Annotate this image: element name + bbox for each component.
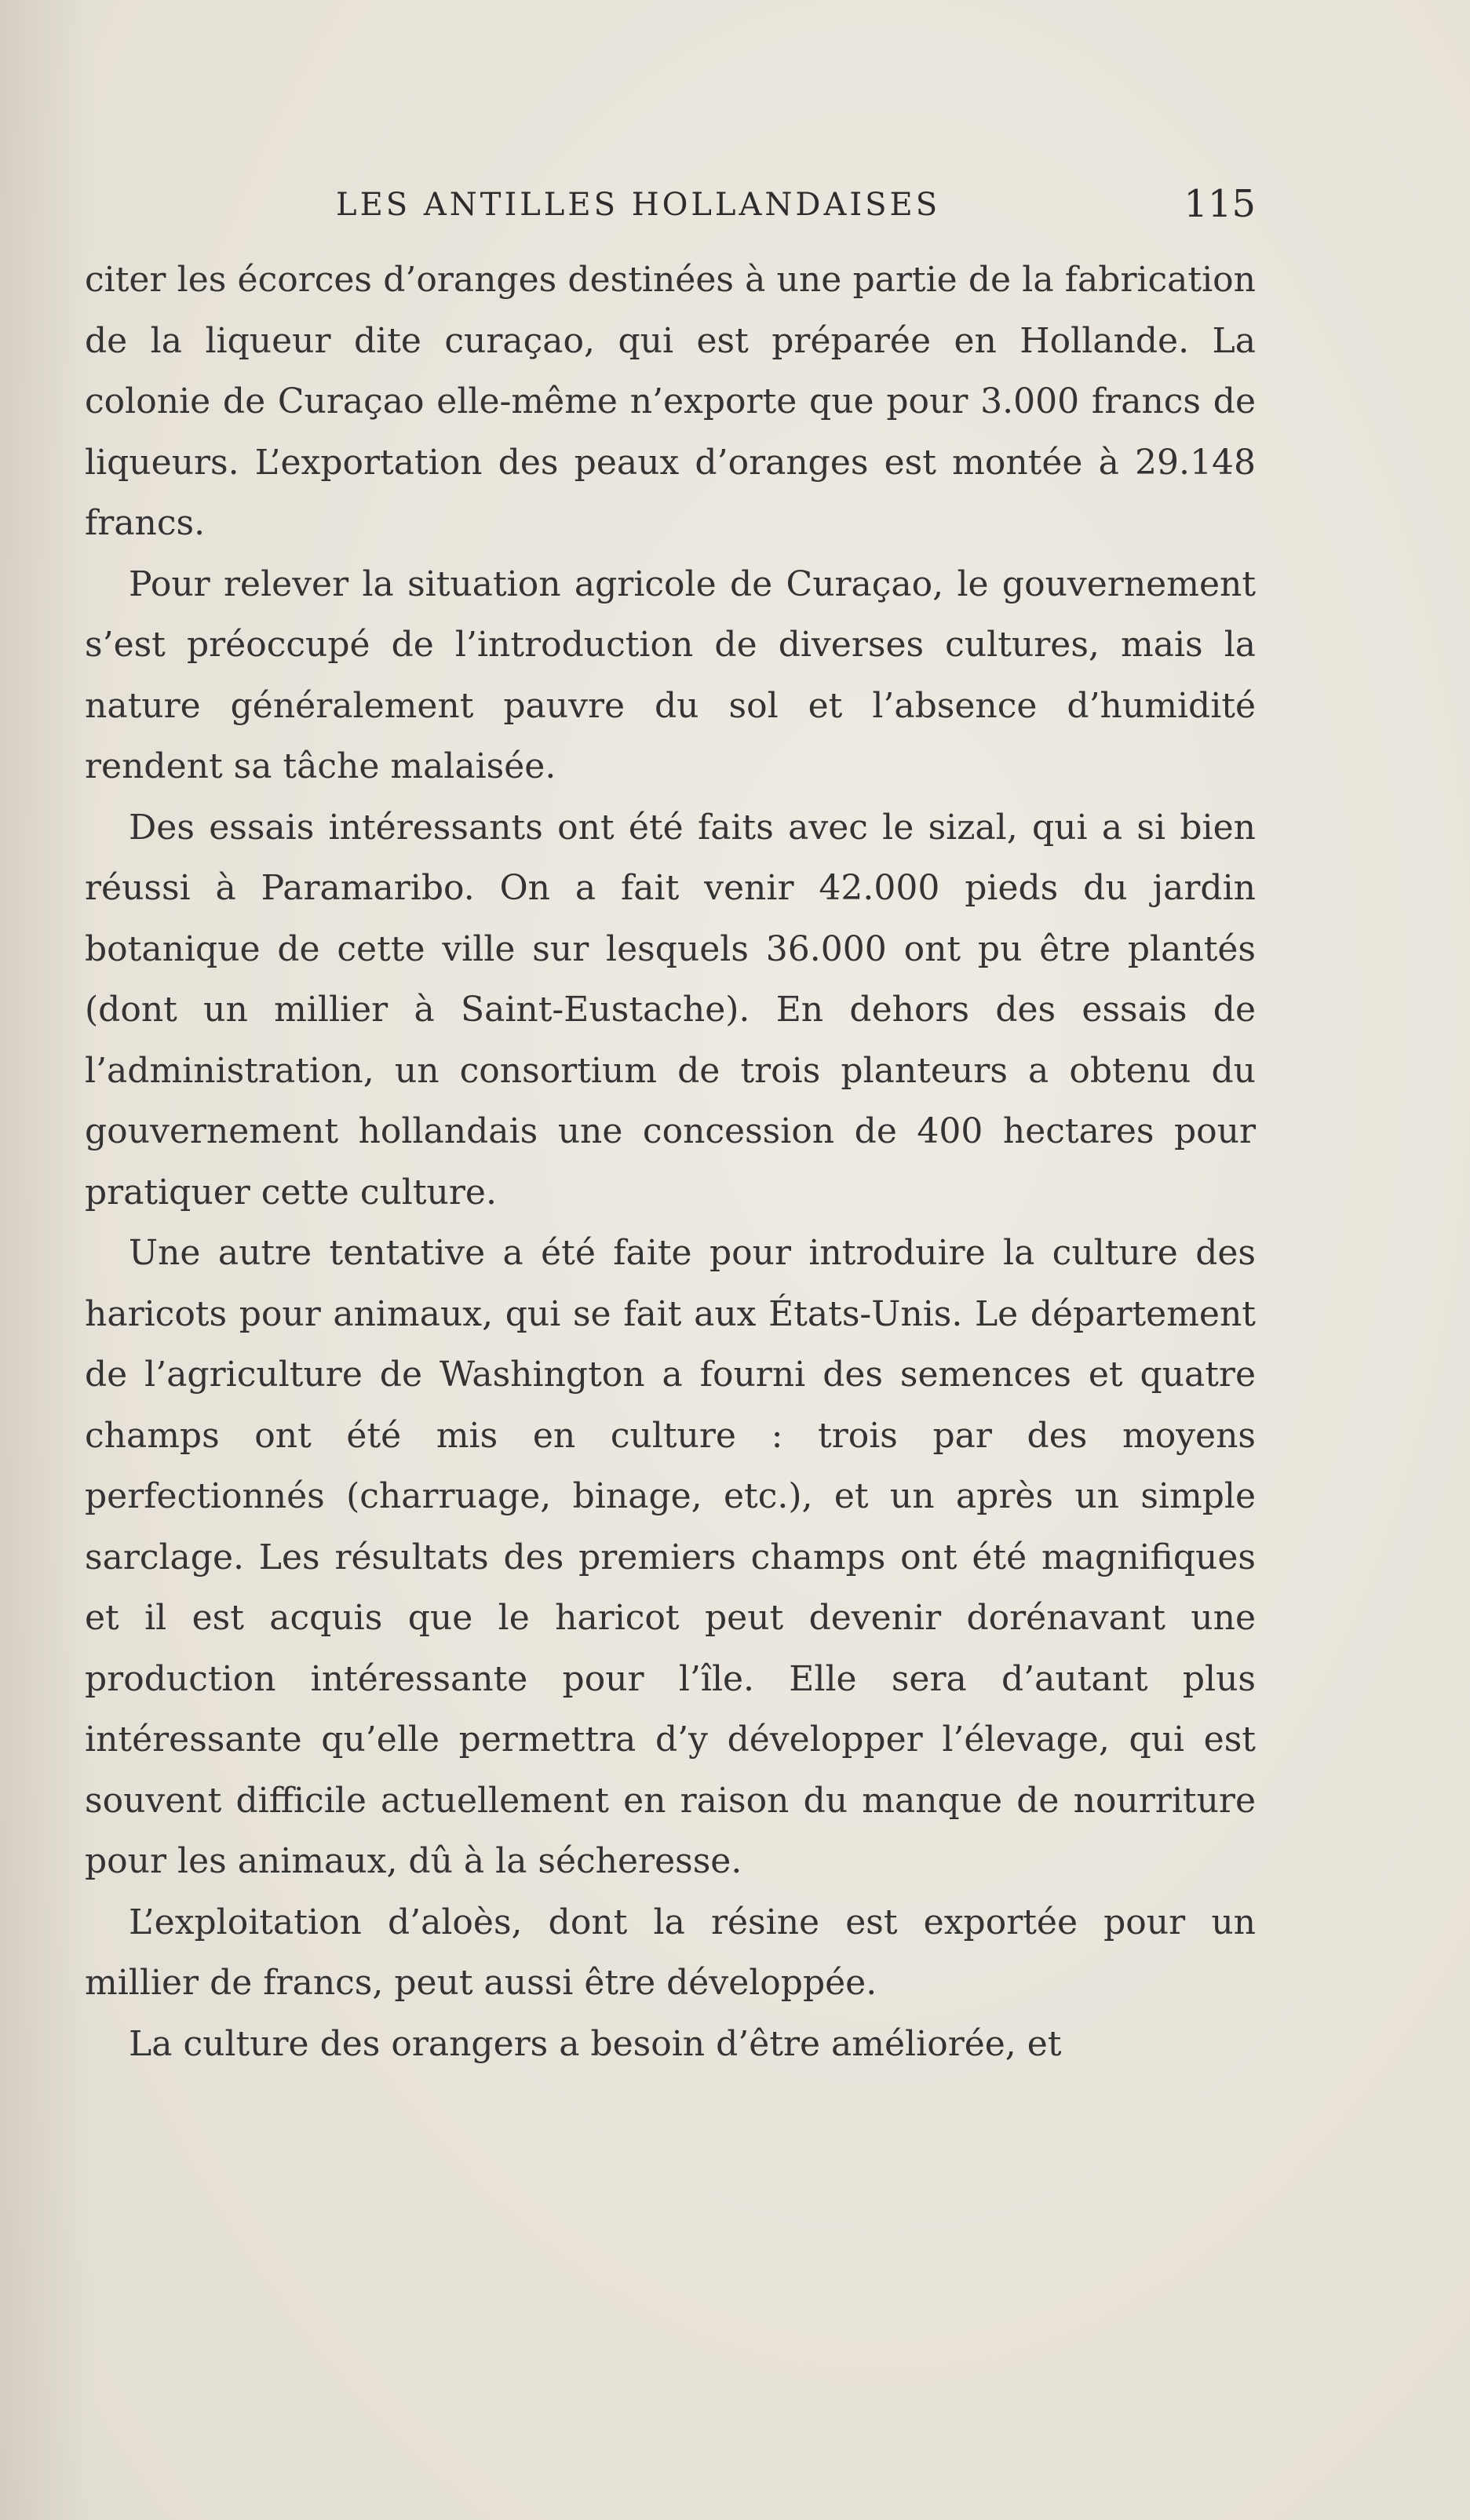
paragraph-1: citer les écorces d’oranges destinées à une partie de la fabrication de la liqueur dite curaçao, qui est préparée en Hollande. La colonie de Curaçao elle-même n’exporte que pour 3.000 francs de liqueurs. L’exportation des peaux d’oranges est montée à 29.148 francs. <box>85 260 1256 543</box>
page-header <box>85 179 1256 234</box>
paragraph-5: L’exploitation d’aloès, dont la résine est exportée pour un millier de francs, peut aussi être développée. <box>85 1902 1256 2003</box>
page-number: 115 <box>1184 182 1256 226</box>
running-title: LES ANTILLES HOLLANDAISES <box>336 187 941 223</box>
paragraph-3: Des essais intéressants ont été faits avec le sizal, qui a si bien réussi à Paramaribo. On a fait venir 42.000 pieds du jardin botanique de cette ville sur lesquels 36.000 ont pu être plantés (dont un millier à Saint-Eustache). En dehors des essais de l’administration, un consortium de trois planteurs a obtenu du gouvernement hollandais une concession de 400 hectares pour pratiquer cette culture. <box>85 807 1256 1213</box>
paragraph-2: Pour relever la situation agricole de Curaçao, le gouvernement s’est préoccupé de l’introduction de diverses cultures, mais la nature généralement pauvre du sol et l’absence d’humidité rendent sa tâche malaisée. <box>85 563 1256 786</box>
body-text <box>85 250 1256 2074</box>
paragraph-4: Une autre tentative a été faite pour introduire la culture des haricots pour animaux, qui se fait aux États-Unis. Le département de l’agriculture de Washington a fourni des semences et quatre champs ont été mis en culture : trois par des moyens perfectionnés (charruage, binage, etc.), et un après un simple sarclage. Les résultats des premiers champs ont été magnifiques et il est acquis que le haricot peut devenir dorénavant une production intéressante pour l’île. Elle sera d’autant plus intéressante qu’elle permettra d’y développer l’élevage, qui est souvent difficile actuellement en raison du manque de nourriture pour les animaux, dû à la sécheresse. <box>85 1233 1256 1881</box>
paragraph-6: La culture des orangers a besoin d’être améliorée, et <box>129 2023 1062 2064</box>
